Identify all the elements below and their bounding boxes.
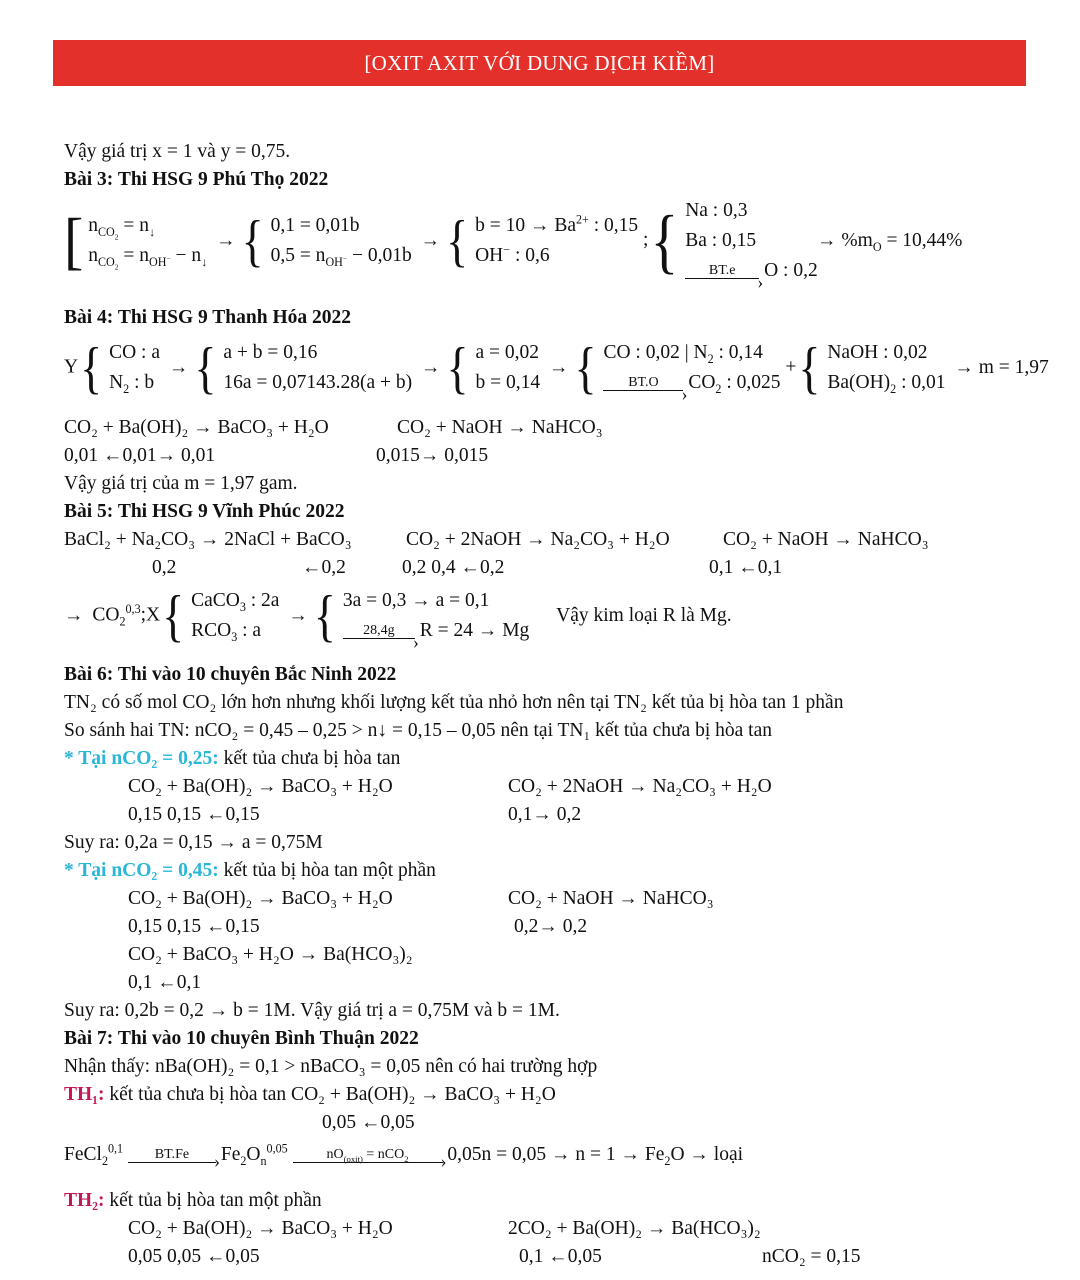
reaction-line: BaCl₂ + Na₂CO₃ → 2NaCl + BaCO₃ bbox=[64, 529, 352, 550]
reaction-line: CO₂ + NaOH → NaHCO₃ bbox=[723, 529, 929, 550]
section-heading-bai-4: Bài 4: Thi HSG 9 Thanh Hóa 2022 bbox=[64, 307, 351, 328]
reaction-line: CO₂ + Ba(OH)₂ → BaCO₃ + H₂O bbox=[128, 776, 393, 797]
text-line: Vậy giá trị x = 1 và y = 0,75. bbox=[64, 141, 291, 162]
text-line: So sánh hai TN: nCO₂ = 0,45 – 0,25 > n↓ = 0,15 – 0,05 nên tại TN₁ kết tủa chưa bị hòa tan bbox=[64, 720, 772, 741]
text-line: TN₂ có số mol CO₂ lớn hơn nhưng khối lượng kết tủa nhỏ hơn nên tại TN₂ kết tủa bị hòa tan 1 phần bbox=[64, 692, 844, 713]
reaction-line: 2CO₂ + Ba(OH)₂ → Ba(HCO₃)₂ bbox=[508, 1218, 761, 1239]
mole-line: 0,1 ←0,1 bbox=[709, 557, 783, 578]
text-line: Nhận thấy: nBa(OH)₂ = 0,1 > nBaCO₃ = 0,05 nên có hai trường hợp bbox=[64, 1056, 598, 1077]
mole-line: 0,015→ 0,015 bbox=[376, 445, 489, 466]
mole-line: 0,05 0,05 ←0,05 bbox=[128, 1246, 260, 1267]
formula-bai-5: → $CO_2^{0,3};X${ CaCO$_3$ : 2a $RCO_3$ : a → { 3a = 0,3 → a = 0,1 28,4g › R = 24 → Mg Vậy kim loại R là Mg. bbox=[64, 586, 732, 646]
mole-line: 0,15 0,15 ←0,15 bbox=[128, 804, 260, 825]
mole-line: nCO₂ = 0,15 bbox=[762, 1246, 861, 1267]
reaction-line: CO₂ + Ba(OH)₂ → BaCO₃ + H₂O bbox=[128, 1218, 393, 1239]
section-heading-bai-3: Bài 3: Thi HSG 9 Phú Thọ 2022 bbox=[64, 169, 329, 190]
case-line: * Tại nCO₂ = 0,25: kết tủa chưa bị hòa tan bbox=[64, 748, 401, 769]
mole-line: ←0,2 bbox=[302, 557, 346, 578]
mole-line: 0,1→ 0,2 bbox=[508, 804, 582, 825]
section-heading-bai-5: Bài 5: Thi HSG 9 Vĩnh Phúc 2022 bbox=[64, 501, 345, 522]
section-heading-bai-6: Bài 6: Thi vào 10 chuyên Bắc Ninh 2022 bbox=[64, 664, 397, 685]
mole-line: 0,2 0,4 ←0,2 bbox=[402, 557, 505, 578]
conclusion-line: Vậy giá trị của m = 1,97 gam. bbox=[64, 473, 298, 494]
mole-line: 0,2→ 0,2 bbox=[514, 916, 588, 937]
reaction-line: CO₂ + NaOH → NaHCO₃ bbox=[397, 417, 603, 438]
mole-line: 0,1 ←0,05 bbox=[519, 1246, 602, 1267]
text-line: Suy ra: 0,2a = 0,15 → a = 0,75M bbox=[64, 832, 323, 853]
reaction-line: CO₂ + 2NaOH → Na₂CO₃ + H₂O bbox=[508, 776, 772, 797]
page-header-title: [OXIT AXIT VỚI DUNG DỊCH KIỀM] bbox=[364, 50, 715, 75]
formula-bai-3: [ $n_{CO_2} = n_↓$ $n_{CO_2} = n_{OH^-} - n_↓$ → { 0,1 = 0,01b $0,5 = n_{OH^-} - 0,01b$ → { $b = 10 \to Ba^{2+}$ : 0,15 OH− : 0,6 ;{ Na : 0,3 Ba : $0,15 \to \%m_O = 10,44\%$ BT.e › O : 0,2 bbox=[64, 196, 962, 286]
section-heading-bai-7: Bài 7: Thi vào 10 chuyên Bình Thuận 2022 bbox=[64, 1028, 419, 1049]
formula-bai-7: FeCl$_2^{0,1}$ BT.Fe › $Fe_2O_n^{0,05}$ $nO_{(oxit)} = nCO_2$ › $0,05n = 0,05 \to n = 1 \to Fe_2O$ → loại bbox=[64, 1144, 743, 1166]
mole-line: 0,05 ←0,05 bbox=[322, 1112, 415, 1133]
mole-line: 0,15 0,15 ←0,15 bbox=[128, 916, 260, 937]
conclusion-line: Vậy kim loại R là Mg. bbox=[556, 605, 732, 626]
case-line: TH₂: kết tủa bị hòa tan một phần bbox=[64, 1190, 322, 1211]
mole-line: 0,01 ←0,01→ 0,01 bbox=[64, 445, 216, 466]
reaction-line: CO₂ + Ba(OH)₂ → BaCO₃ + H₂O bbox=[128, 888, 393, 909]
reaction-line: CO₂ + Ba(OH)₂ → BaCO₃ + H₂O bbox=[64, 417, 329, 438]
page-header-banner bbox=[53, 40, 1026, 86]
text-line: Suy ra: 0,2b = 0,2 → b = 1M. Vậy giá trị a = 0,75M và b = 1M. bbox=[64, 1000, 560, 1021]
reaction-line: CO₂ + BaCO₃ + H₂O → Ba(HCO₃)₂ bbox=[128, 944, 413, 965]
case-line: TH₁: kết tủa chưa bị hòa tan CO₂ + Ba(OH)₂ → BaCO₃ + H₂O bbox=[64, 1084, 556, 1105]
reaction-line: CO₂ + NaOH → NaHCO₃ bbox=[508, 888, 714, 909]
mole-line: 0,1 ←0,1 bbox=[128, 972, 202, 993]
case-line: * Tại nCO₂ = 0,45: kết tủa bị hòa tan một phần bbox=[64, 860, 436, 881]
mole-line: 0,2 bbox=[152, 557, 177, 578]
reaction-line: CO₂ + 2NaOH → Na₂CO₃ + H₂O bbox=[406, 529, 670, 550]
formula-bai-4: Y{ CO : a $N_2$ : b → { a + b = 0,16 16a = 0,07143.28(a + b) → { a = 0,02 b = 0,14 → { CO : 0,02 | $N_2$ : 0,14 BT.O › $CO_2$ : 0,025 +{ NaOH : 0,02 $Ba(OH)_2$ : 0,01 → m = 1,97 bbox=[64, 338, 1053, 398]
